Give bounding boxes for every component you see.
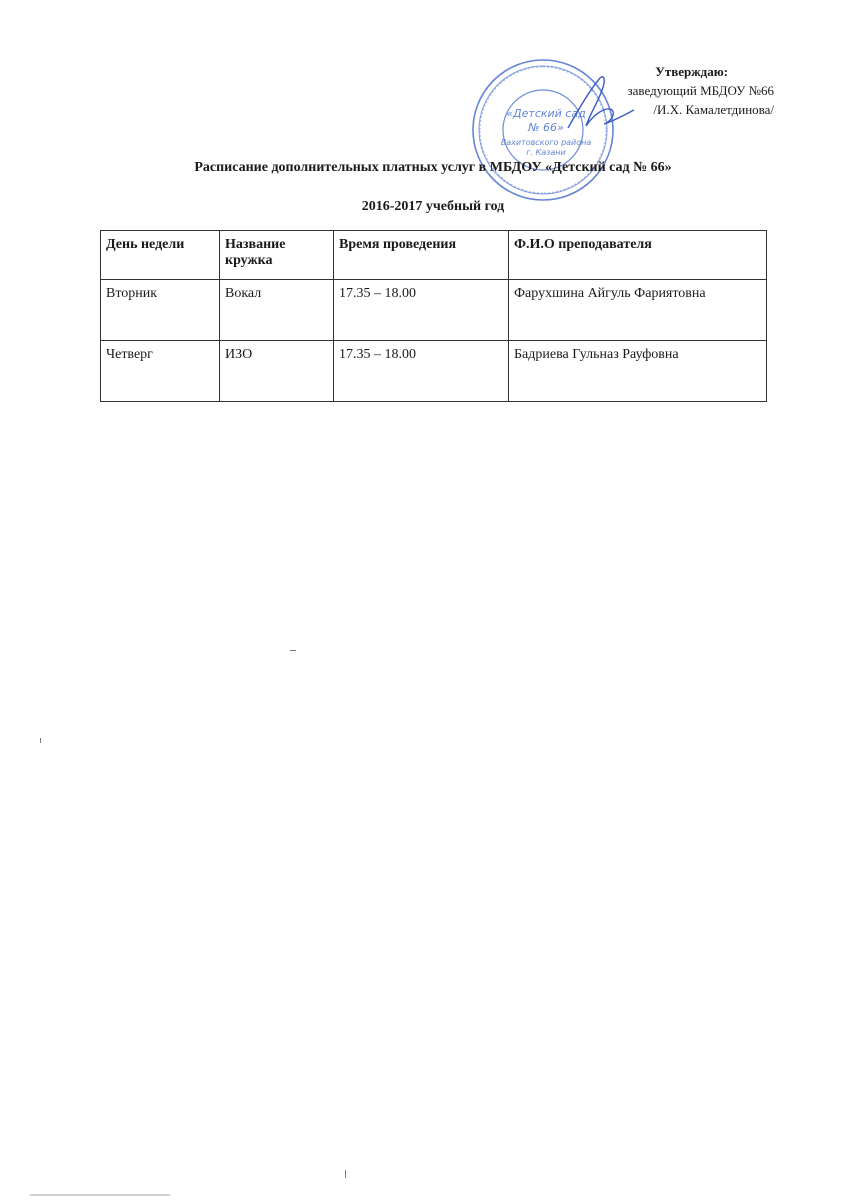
scan-speck	[40, 738, 41, 743]
cell-day: Вторник	[101, 280, 220, 341]
header-teacher: Ф.И.О преподавателя	[509, 231, 767, 280]
approval-position: заведующий МБДОУ №66	[627, 83, 774, 98]
header-time: Время проведения	[334, 231, 509, 280]
cell-time: 17.35 – 18.00	[334, 280, 509, 341]
stamp-text-4: г. Казани	[526, 148, 566, 157]
cell-club: ИЗО	[220, 341, 334, 402]
cell-club: Вокал	[220, 280, 334, 341]
stamp-text-2: № 66»	[528, 121, 564, 134]
table-row	[101, 280, 767, 341]
table-header-row	[101, 231, 767, 280]
schedule-table	[100, 230, 767, 402]
header-club: Название кружка	[220, 231, 334, 280]
approval-name: /И.Х. Камалетдинова/	[653, 102, 774, 117]
cell-time: 17.35 – 18.00	[334, 341, 509, 402]
table-row	[101, 341, 767, 402]
document-year: 2016-2017 учебный год	[361, 199, 505, 214]
header-day: День недели	[101, 231, 220, 280]
cell-day: Четверг	[101, 341, 220, 402]
scan-speck	[30, 1194, 170, 1196]
cell-teacher: Бадриева Гульназ Рауфовна	[509, 341, 767, 402]
stamp-text-3: Вахитовского района	[500, 138, 592, 147]
approval-block	[560, 62, 800, 119]
approval-title: Утверждаю:	[655, 64, 728, 79]
document-title: Расписание дополнительных платных услуг в МБДОУ «Детский сад № 66»	[194, 160, 672, 175]
scan-speck	[290, 650, 296, 651]
stamp-text-1: «Детский сад	[506, 107, 586, 120]
scan-speck	[345, 1170, 346, 1178]
cell-teacher: Фарухшина Айгуль Фариятовна	[509, 280, 767, 341]
